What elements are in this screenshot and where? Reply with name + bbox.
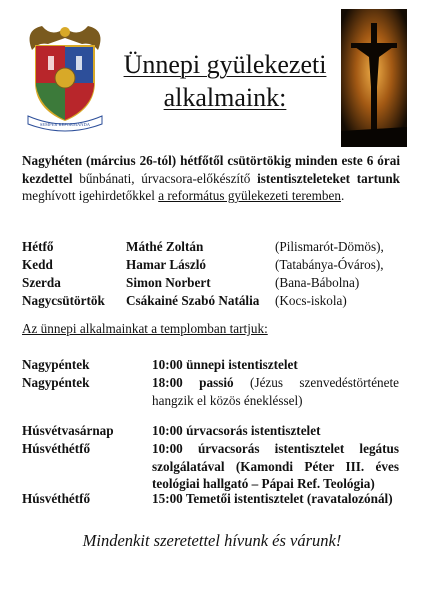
- schedule-preacher: Csákainé Szabó Natália: [126, 293, 260, 308]
- schedule-place: (Tatabánya-Óváros),: [275, 257, 384, 272]
- intro-paragraph: [22, 152, 400, 205]
- church-crest-image: [22, 20, 108, 136]
- schedule-preacher: Simon Norbert: [126, 275, 211, 290]
- intro-bold-1: Nagyhéten (március 26-tól) hétfőtől csütörtökig minden este 6 órai kezdettel: [22, 153, 400, 186]
- intro-text-2: bűnbánati, úrvacsora-előkészítő: [72, 170, 258, 186]
- shield-center-medallion: [55, 68, 75, 88]
- schedule-preacher: Hamar László: [126, 257, 206, 272]
- schedule-preacher: Máthé Zoltán: [126, 239, 204, 254]
- schedule-place: (Kocs-iskola): [275, 293, 347, 308]
- intro-text-6: .: [340, 188, 345, 204]
- crown-shape: [60, 27, 70, 37]
- event-description: [152, 490, 399, 508]
- closing-invitation: Mindenkit szeretettel hívunk és várunk!: [82, 531, 342, 550]
- temple-note: Az ünnepi alkalmainkat a templomban tartjuk:: [22, 321, 268, 336]
- event-description: [152, 440, 399, 493]
- schedule-place: (Bana-Bábolna): [275, 275, 360, 290]
- event-time-title: 10:00 úrvacsorás istentisztelet legátus szolgálatával (Kamondi Péter III. éves teológiai hallgató – Pápai Ref. Teológia): [152, 441, 399, 492]
- schedule-day: Kedd: [22, 257, 53, 272]
- schedule-day: Nagycsütörtök: [22, 293, 105, 308]
- crest-motto: SEMPER REFORMANDA: [39, 122, 91, 127]
- event-time-title: 15:00 Temetői istentisztelet (ravatalozónál): [152, 491, 393, 506]
- schedule-day: Szerda: [22, 275, 61, 290]
- crucifix-image: [341, 9, 407, 147]
- event-description: [152, 374, 399, 409]
- schedule-day: Hétfő: [22, 239, 54, 254]
- event-time-title: 10:00 úrvacsorás istentisztelet: [152, 423, 321, 438]
- event-detail: (Jézus szenvedéstörténete hangzik el közös énekléssel): [152, 375, 400, 408]
- event-day: Nagypéntek: [22, 375, 90, 390]
- page-title: [110, 48, 340, 114]
- intro-bold-3: istentiszteleteket tartunk: [257, 170, 400, 186]
- event-day: Nagypéntek: [22, 357, 90, 372]
- title-line-2: alkalmaink:: [163, 83, 287, 112]
- event-description: [152, 422, 399, 440]
- schedule-place: (Pilismarót-Dömös),: [275, 239, 384, 254]
- event-day: Húsvéthétfő: [22, 491, 91, 506]
- event-time-title: 10:00 ünnepi istentisztelet: [152, 357, 298, 372]
- intro-location: a református gyülekezeti teremben: [158, 188, 341, 204]
- event-time-title: 18:00 passió: [152, 375, 234, 390]
- event-day: Húsvétvasárnap: [22, 423, 114, 438]
- shield-emblem-2: [76, 56, 82, 70]
- event-description: [152, 356, 399, 374]
- intro-text-4: meghívott igehirdetőkkel: [22, 188, 159, 204]
- title-line-1: Ünnepi gyülekezeti: [123, 50, 327, 79]
- event-day: Húsvéthétfő: [22, 441, 91, 456]
- shield-emblem-1: [48, 56, 54, 70]
